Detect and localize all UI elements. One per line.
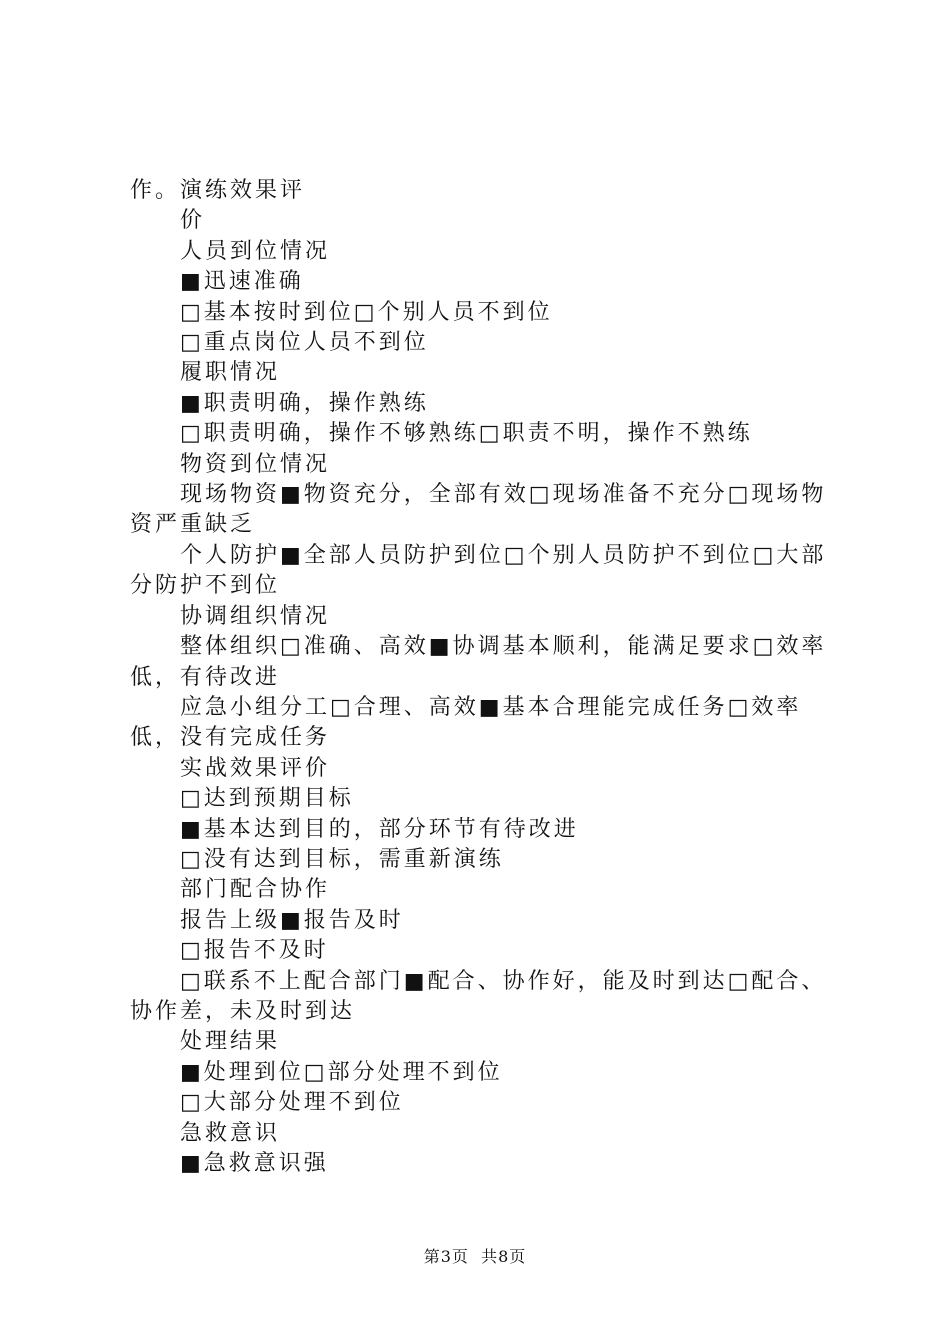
option-line: ■迅速准确	[180, 269, 304, 295]
text-line: 价	[180, 208, 206, 234]
option-paragraph: 现场物资■物资充分，全部有效□现场准备不充分□现场物资严重缺乏	[130, 482, 827, 538]
option-line: □基本按时到位□个别人员不到位	[180, 299, 553, 325]
option-line: □达到预期目标	[180, 786, 354, 812]
option-paragraph: 应急小组分工□合理、高效■基本合理能完成任务□效率低，没有完成任务	[130, 694, 802, 751]
text-line: 作。演练效果评	[130, 178, 306, 203]
document-body	[130, 176, 838, 1179]
page-footer: 第3页 共8页	[423, 1247, 527, 1266]
option-line: □重点岗位人员不到位	[180, 330, 429, 356]
section-heading: 人员到位情况	[180, 238, 331, 264]
option-line: ■职责明确，操作熟练	[180, 390, 429, 416]
option-paragraph: 整体组织□准确、高效■协调基本顺利，能满足要求□效率低，有待改进	[130, 634, 827, 690]
option-line: □职责明确，操作不够熟练□职责不明，操作不熟练	[180, 421, 753, 447]
section-heading: 履职情况	[180, 360, 281, 386]
option-line: □大部分处理不到位	[180, 1090, 404, 1116]
section-heading: 处理结果	[180, 1029, 281, 1055]
option-line: 报告上级■报告及时	[180, 907, 404, 933]
section-heading: 急救意识	[180, 1120, 281, 1146]
section-heading: 协调组织情况	[180, 603, 331, 629]
option-line: ■处理到位□部分处理不到位	[180, 1059, 503, 1085]
option-paragraph: 个人防护■全部人员防护到位□个别人员防护不到位□大部分防护不到位	[130, 542, 827, 599]
option-line: ■急救意识强	[180, 1151, 329, 1176]
section-heading: 部门配合协作	[180, 877, 331, 903]
option-line: □没有达到目标，需重新演练	[180, 846, 504, 872]
option-line: ■基本达到目的，部分环节有待改进	[180, 816, 579, 842]
option-line: □报告不及时	[180, 938, 329, 964]
section-heading: 物资到位情况	[180, 451, 331, 477]
option-paragraph: □联系不上配合部门■配合、协作好，能及时到达□配合、协作差，未及时到达	[130, 968, 827, 1024]
section-heading: 实战效果评价	[180, 755, 331, 781]
